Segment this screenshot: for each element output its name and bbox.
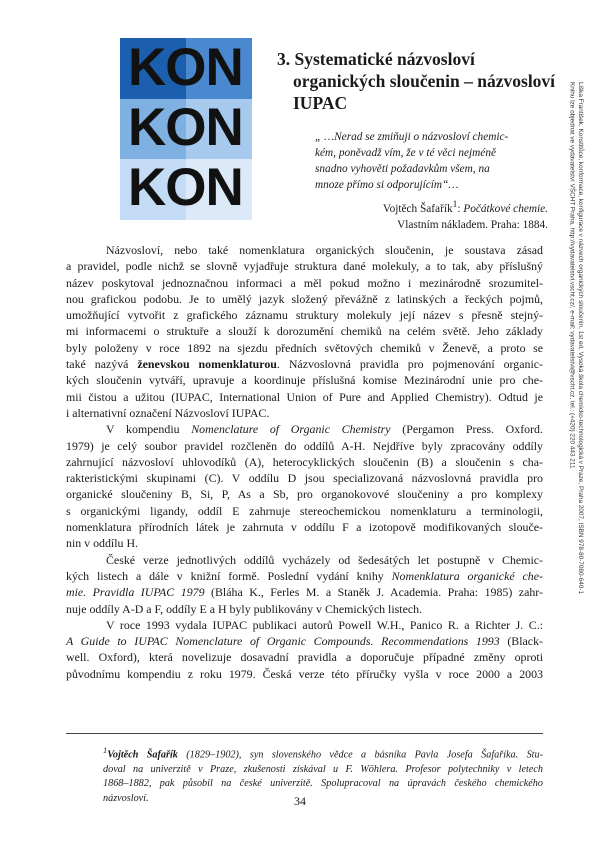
body-line: název poskytoval jednoznačnou informaci a měl pokud možno i mezinárodně srozumitel- <box>66 275 543 290</box>
body-line: i alternativní označení Názvosloví IUPAC. <box>66 405 270 420</box>
italic-title: Nomenclature of Organic Chemistry <box>191 422 391 437</box>
body-text-run: (Black- <box>499 634 543 649</box>
footnote-line: 1868–1882, pak působil na české univerzitě. Spolupracoval na úpravách českého chemického <box>103 778 543 790</box>
italic-title: A Guide to IUPAC Nomenclature of Organic Compounds. Recommendations 1993 <box>66 634 500 649</box>
body-line: nou grafickou podobu. Je to umělý jazyk složený převážně z latinských a řeckých pojmů, <box>66 291 543 306</box>
body-line: byly položeny v roce 1892 na sjezdu předních světových chemiků v Ženevě, a proto se <box>66 340 543 355</box>
epigraph-line: snadno vyhověti požadavkům všem, na <box>315 163 490 175</box>
side-note-line: Knihu lze objednat ve vydavatelství VŠCHT Praha, http://vydavatelstvi.vscht.cz/, e-mail: vydavatelstvi@vscht.cz, tel.: (+420) 220 443 211 <box>568 82 576 469</box>
footnote-marker: 1 <box>103 745 108 755</box>
side-note <box>554 82 584 652</box>
epigraph-quote <box>315 129 555 193</box>
body-line <box>66 421 543 437</box>
epigraph-line: kém, poněvadž vím, že v té věci nejméně <box>315 147 496 159</box>
footnote-text-run: (1829–1902), syn slovenského vědce a básníka Pavla Josefa Šafaříka. Stu- <box>177 749 543 761</box>
footnote-marker: 1 <box>452 200 458 210</box>
italic-title: Nomenklatura organické che- <box>391 568 543 583</box>
body-text-run: . Názvoslovná pravidla pro pojmenování organic- <box>276 357 543 372</box>
chapter-number: 3. <box>277 49 291 69</box>
body-line: nuje oddíly A-D a F, oddíly E a H byly publikovány v Chemických listech. <box>66 601 423 616</box>
chapter-title <box>277 48 556 114</box>
logo-row: KON <box>128 158 243 217</box>
body-line: organické sloučeniny B, Si, P, As a Sb, pro organokovové sloučeniny a pro komplexy <box>66 487 543 502</box>
logo-row: KON <box>128 38 243 97</box>
body-line: zahrnující názvosloví uhlovodíků (A), heterocyklických sloučenin (B) a sloučenin s cha- <box>66 454 543 469</box>
body-line <box>66 568 543 584</box>
bold-term: ženevskou nomenklaturou <box>137 357 277 372</box>
chapter-title-line: IUPAC <box>293 93 348 113</box>
body-text <box>66 242 543 682</box>
body-text-run: V kompendiu <box>106 422 192 437</box>
body-line: 1979) je celý soubor pravidel rozčleněn do oddílů A-H. Nejdříve byly zpracovány oddíly <box>66 438 543 453</box>
body-line: původnímu kompendiu z roku 1979. Česká verze této příručky vyšla v roce 2000 a 2003 <box>66 666 543 681</box>
body-line <box>66 633 543 649</box>
footnote-line: názvosloví. <box>103 792 149 804</box>
body-line: nin v oddílu H. <box>66 536 139 551</box>
epigraph-book: Počátkové chemie. <box>463 202 548 215</box>
logo-text <box>128 38 260 218</box>
epigraph-line: „ …Nerad se zmiňuji o názvosloví chemic- <box>315 131 509 143</box>
footnote-name: Vojtěch Šafařík <box>107 749 178 761</box>
body-line: s organickými ligandy, oddíl E zahrnuje stereochemickou nomenklaturu a terminologii, <box>66 503 543 518</box>
body-text-run: také nazývá <box>66 357 138 372</box>
chapter-title-line: organických sloučenin – názvosloví <box>293 71 556 91</box>
body-line: nomenklatura přírodních látek je zahrnuta v oddílu F a izotopově modifikovaných slouče- <box>66 520 543 535</box>
body-text-run: kých listech a dále v knižní formě. Poslední vydání knihy <box>66 568 392 583</box>
body-line: umožňující vytvořit z grafického záznamu struktury molekuly její název s přesně stejný- <box>66 308 543 323</box>
body-line: V roce 1993 vydala IUPAC publikaci autorů Powell W.H., Panico R. a Richter J. C.: <box>106 617 543 632</box>
body-line: mi informacemi o struktuře a slouží k dorozumění chemiků na celém světě. Jeho základy <box>66 324 543 339</box>
body-text-run: (Pergamon Press. Oxford. <box>390 422 543 437</box>
page-number: 34 <box>294 794 306 808</box>
body-line <box>66 584 543 600</box>
body-line: rakteristickými skupinami (C). V oddílu D jsou specializovaná názvoslovná pravidla pro <box>66 471 543 486</box>
body-line: mii čistou a užitou (IUPAC, International Union of Pure and Applied Chemistry). Odtud je <box>66 389 543 404</box>
footnote-divider <box>66 733 543 734</box>
body-text-run: (Bláha K., Ferles M. a Staněk J. Academia. Praha: 1985) zahr- <box>204 585 543 600</box>
body-line: kých sloučenin vytváří, upravuje a koordinuje příslušná komise Mezinárodní unie pro che- <box>66 373 543 388</box>
body-line: well. Oxford), která novelizuje dosavadní pravidla a doporučuje případné změny oproti <box>66 650 543 665</box>
body-line: České verze jednotlivých oddílů vycházely od šedesátých let postupně v Chemic- <box>106 552 543 567</box>
epigraph-publisher: Vlastním nákladem. Praha: 1884. <box>397 218 548 231</box>
body-line <box>66 356 543 372</box>
body-line: a pravidel, podle nichž se slovně vyjadřuje struktura dané molekuly, a to tak, aby příslušný <box>66 259 543 274</box>
footnote-line: doval na univerzitě v Praze, zkušenosti získával u F. Wöhlera. Profesor polytechniky v letech <box>103 763 543 775</box>
italic-title: mie. Pravidla IUPAC 1979 <box>66 585 205 600</box>
footnote-line <box>103 743 543 763</box>
epigraph-source: Vojtěch Šafařík$^1$: Počátkové chemie. Vlastním nákladem. Praha: 1884. <box>382 200 548 231</box>
chapter-title-line: Systematické názvosloví <box>294 49 475 69</box>
epigraph-line: mnoze přímo si odporujícím“… <box>315 179 459 191</box>
logo-row: KON <box>128 98 243 157</box>
body-line: Názvosloví, nebo také nomenklatura organických sloučenin, je soustava zásad <box>106 243 543 257</box>
epigraph-author: Vojtěch Šafařík <box>382 202 453 215</box>
side-note-line: Liška František, Konstitůce, konformace, konfigurace v názvech organických sloučenin, 1st ed, Vysoká škola chemicko-technologická v Praze, Praha 2007, ISBN 978-80-7080-640-1 <box>577 82 584 594</box>
